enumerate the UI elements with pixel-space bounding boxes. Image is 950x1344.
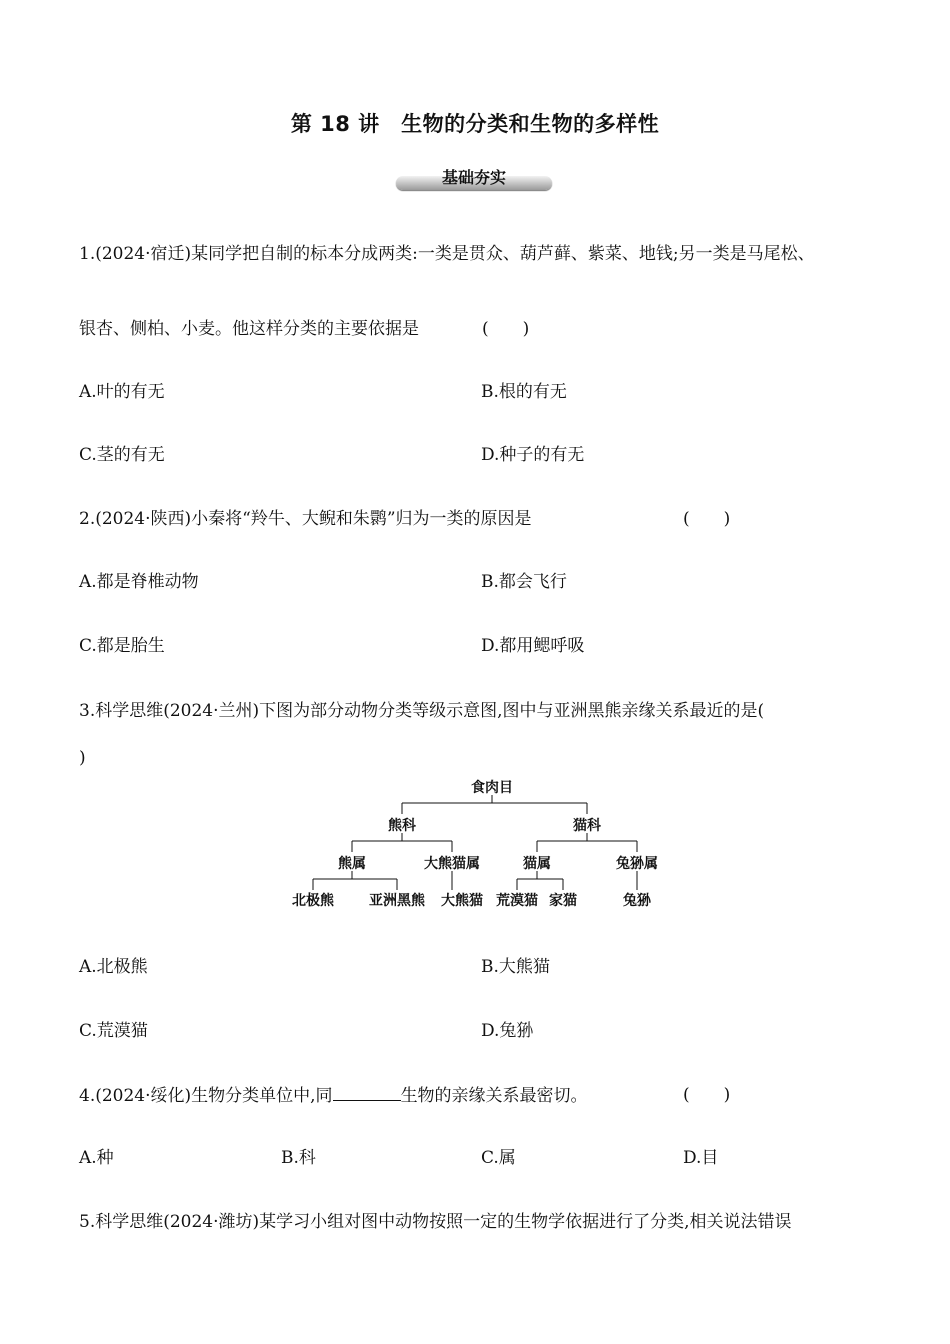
- q3-option-b: B.大熊猫: [481, 957, 550, 977]
- page-title: 第 18 讲 生物的分类和生物的多样性: [290, 112, 660, 136]
- diagram-species-desert-cat: 荒漠猫: [496, 893, 538, 909]
- diagram-species-giant-panda: 大熊猫: [441, 893, 483, 909]
- diagram-genus-ailuropoda: 大熊猫属: [424, 856, 480, 872]
- q2-option-a: A.都是脊椎动物: [79, 572, 199, 592]
- diagram-species-pallas-cat: 兔狲: [623, 893, 651, 909]
- q3-option-c: C.荒漠猫: [79, 1021, 148, 1041]
- q1-answer-paren: ( ): [482, 319, 530, 339]
- diagram-genus-felis: 猫属: [523, 856, 551, 872]
- q1-option-b: B.根的有无: [481, 382, 567, 402]
- q4-fill-blank: [333, 1084, 401, 1101]
- q5-stem-line1: 5.科学思维(2024·潍坊)某学习小组对图中动物按照一定的生物学依据进行了分类,相关说法错误: [79, 1212, 792, 1232]
- q3-stem-line1: 3.科学思维(2024·兰州)下图为部分动物分类等级示意图,图中与亚洲黑熊亲缘关系最近的是(: [79, 701, 765, 721]
- q1-option-a: A.叶的有无: [79, 382, 165, 402]
- q4-stem: [79, 1084, 588, 1107]
- q3-stem-line2: ): [79, 748, 86, 768]
- section-header: [396, 170, 552, 192]
- q2-option-b: B.都会飞行: [481, 572, 567, 592]
- q4-option-b: B.科: [281, 1148, 316, 1168]
- q3-option-d: D.兔狲: [481, 1021, 534, 1041]
- q4-option-a: A.种: [79, 1148, 114, 1168]
- q2-option-d: D.都用鳃呼吸: [481, 636, 585, 656]
- q2-option-c: C.都是胎生: [79, 636, 165, 656]
- q4-stem-after: 生物的亲缘关系最密切。: [400, 1086, 588, 1106]
- q2-stem: 2.(2024·陕西)小秦将“羚牛、大鲵和朱鹮”归为一类的原因是: [79, 509, 532, 529]
- q1-stem-line1: 1.(2024·宿迁)某同学把自制的标本分成两类:一类是贯众、葫芦藓、紫菜、地钱;另一类是马尾松、: [79, 244, 815, 264]
- q1-option-d: D.种子的有无: [481, 445, 585, 465]
- diagram-genus-ursus: 熊属: [338, 856, 366, 872]
- diagram-species-domestic-cat: 家猫: [549, 893, 577, 909]
- q2-answer-paren: ( ): [683, 509, 731, 529]
- q4-stem-before: 4.(2024·绥化)生物分类单位中,同: [79, 1086, 333, 1106]
- diagram-family-cat: 猫科: [573, 818, 601, 834]
- q3-option-a: A.北极熊: [79, 957, 148, 977]
- q1-stem-line2: 银杏、侧柏、小麦。他这样分类的主要依据是: [79, 319, 419, 339]
- diagram-species-asian-black-bear: 亚洲黑熊: [369, 893, 425, 909]
- diagram-species-polar-bear: 北极熊: [292, 893, 334, 909]
- diagram-root: 食肉目: [471, 780, 513, 796]
- q1-option-c: C.茎的有无: [79, 445, 165, 465]
- q4-answer-paren: ( ): [683, 1085, 731, 1105]
- diagram-genus-otocolobus: 兔狲属: [616, 856, 658, 872]
- section-header-label: 基础夯实: [441, 168, 506, 187]
- classification-diagram: [280, 772, 680, 917]
- q4-option-d: D.目: [683, 1148, 719, 1168]
- diagram-family-bear: 熊科: [388, 818, 416, 834]
- q4-option-c: C.属: [481, 1148, 516, 1168]
